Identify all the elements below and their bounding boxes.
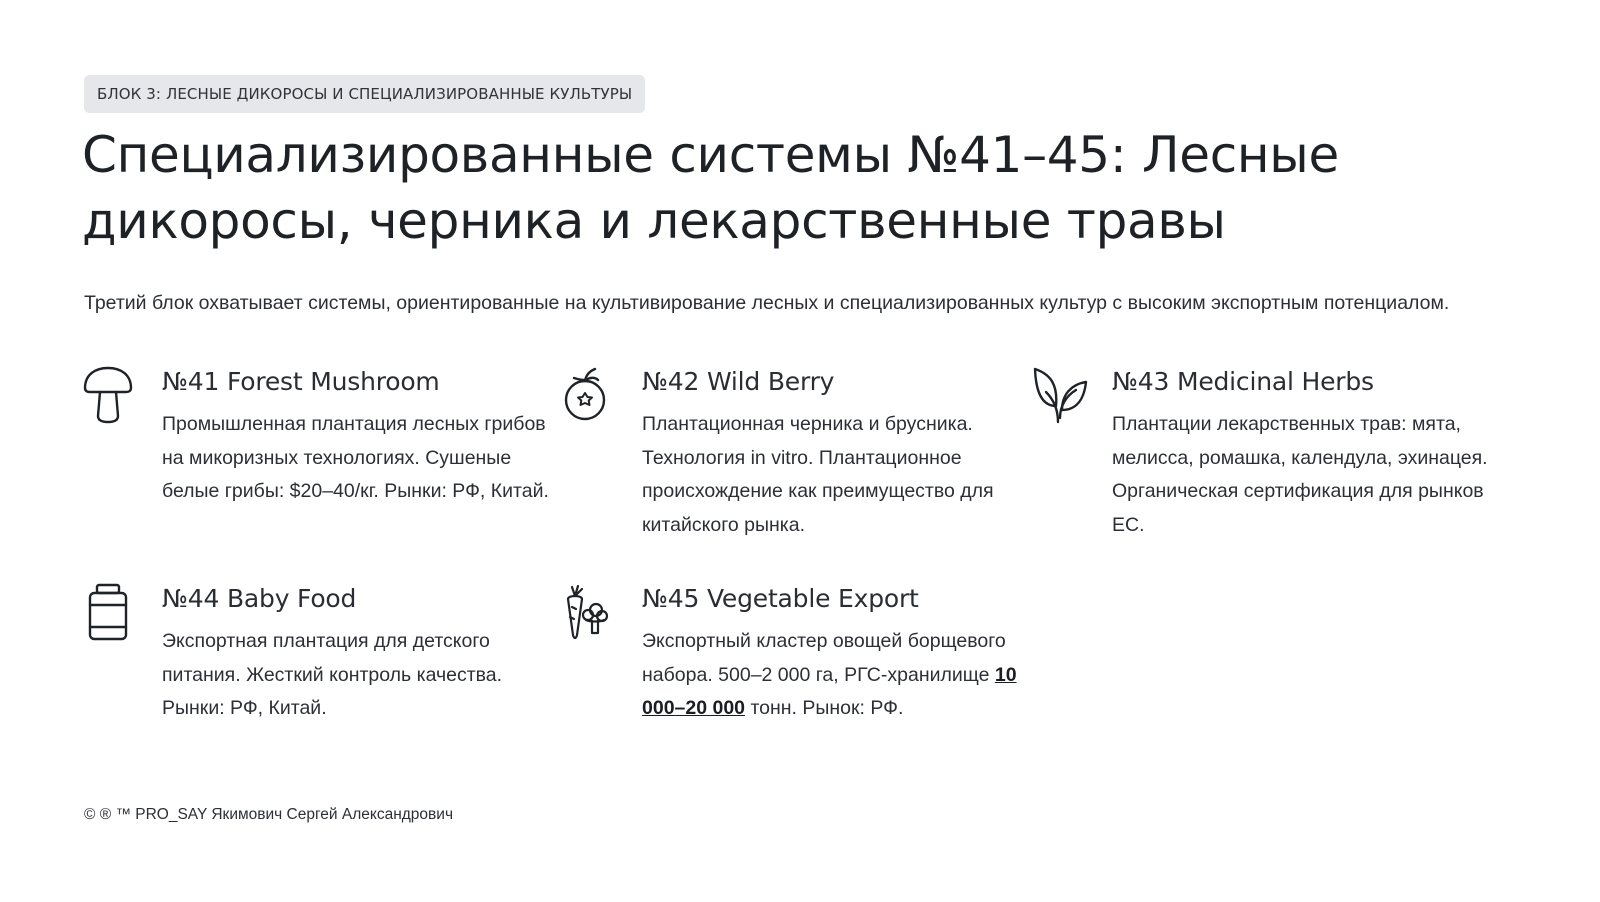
vegetables-icon (562, 583, 618, 643)
card-description (642, 625, 1037, 726)
page-title: Специализированные системы №41–45: Лесные дикоросы, черника и лекарственные травы (82, 126, 1339, 250)
description-text: Экспортный кластер овощей борщевого набора. 500–2 000 га, РГС-хранилище (642, 630, 1006, 686)
description-text: тонн. Рынок: РФ. (745, 697, 904, 719)
jar-icon (82, 583, 138, 643)
card-description: Плантации лекарственных трав: мята, мелисса, ромашка, календула, эхинацея. Органическая сертификация для рынков ЕС. (1112, 413, 1488, 536)
highlighted-volume: 10 000–20 000 (642, 663, 1017, 719)
card-title: №41 Forest Mushroom (162, 367, 440, 396)
lead-paragraph: Третий блок охватывает системы, ориентированные на культивирование лесных и специализированных культур с высоким экспортным потенциалом. (84, 292, 1450, 314)
card-title: №44 Baby Food (162, 584, 357, 613)
card-description: Плантационная черника и брусника. Технология in vitro. Плантационное происхождение как преимущество для китайского рынка. (642, 413, 994, 536)
card-title: №43 Medicinal Herbs (1112, 367, 1374, 396)
mushroom-icon (82, 366, 138, 426)
section-badge: БЛОК 3: ЛЕСНЫЕ ДИКОРОСЫ И СПЕЦИАЛИЗИРОВАННЫЕ КУЛЬТУРЫ (84, 75, 645, 113)
card-title: №42 Wild Berry (642, 367, 835, 396)
berry-icon (562, 366, 618, 426)
leaves-icon (1032, 366, 1088, 426)
card-description: Промышленная плантация лесных грибов на микоризных технологиях. Сушеные белые грибы: $20–40/кг. Рынки: РФ, Китай. (162, 413, 549, 502)
card-title: №45 Vegetable Export (642, 584, 919, 613)
card-description: Экспортная плантация для детского питания. Жесткий контроль качества. Рынки: РФ, Китай. (162, 630, 503, 719)
copyright-footer: © ® ™ PRO_SAY Якимович Сергей Александрович (84, 806, 454, 823)
